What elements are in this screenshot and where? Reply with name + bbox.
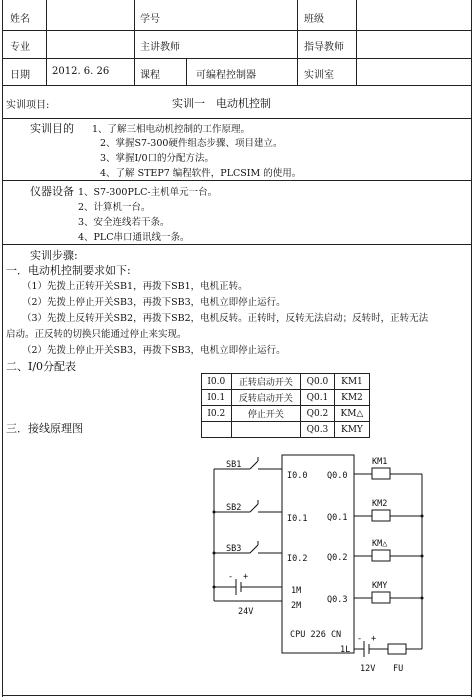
objective-item: 2、掌握S7-300硬件组态步骤、项目建立。 <box>100 138 283 149</box>
room-label: 实训室 <box>304 70 334 81</box>
output-label: Q0.3 <box>327 595 348 605</box>
supply-out-minus: - <box>357 634 363 644</box>
switch-label: SB1 <box>226 460 242 470</box>
advisor-label: 指导教师 <box>304 42 344 53</box>
col-line-2 <box>134 0 135 85</box>
major-label: 专业 <box>10 42 30 53</box>
table-cell: 反转启动开关 <box>231 390 300 406</box>
equipment-item: 2、计算机一台。 <box>78 202 151 213</box>
coil-label: KMY <box>372 581 388 591</box>
date-label: 日期 <box>10 70 30 81</box>
equipment-item: 4、PLC串口通讯线一条。 <box>78 232 190 243</box>
io-allocation-table <box>201 373 370 438</box>
row-line-6 <box>2 244 472 245</box>
table-cell: I0.1 <box>202 390 232 406</box>
table-cell: I0.2 <box>202 406 232 422</box>
supply-in-minus: - <box>228 572 234 582</box>
class-label: 班级 <box>304 14 324 25</box>
table-cell: 正转启动开关 <box>231 374 300 390</box>
input-label: I0.0 <box>287 471 308 481</box>
requirement-4: （2）先拨上停止开关SB3，再拨下SB3，电机立即停止运行。 <box>22 345 286 356</box>
requirement-3: （3）先拨上反转开关SB2，再拨下SB2，电机反转。正转时，反转无法启动；反转时，正转无法 <box>22 313 429 324</box>
com-in2-label: 2M <box>291 601 302 611</box>
cpu-label: CPU 226 CN <box>290 630 342 640</box>
col-line-1 <box>46 0 47 85</box>
coil-label: KM2 <box>372 499 388 509</box>
input-label: I0.2 <box>287 554 308 564</box>
supply-out-plus: + <box>371 634 377 644</box>
steps-label: 实训步骤: <box>30 249 78 262</box>
objectives-label: 实训目的 <box>30 122 74 135</box>
row-line-2 <box>2 58 472 59</box>
coil-label: KM△ <box>372 539 388 549</box>
wiring-diagram <box>0 447 474 697</box>
requirement-1: （1）先拨上正转开关SB1，再拨下SB1，电机正转。 <box>22 281 248 292</box>
course-label: 课程 <box>140 70 160 81</box>
table-cell <box>231 422 300 438</box>
equipment-label: 仪器设备 <box>30 185 74 198</box>
table-row <box>202 406 370 422</box>
table-cell: KMY <box>334 422 369 438</box>
requirement-2: （2）先拨上停止开关SB3，再拨下SB3，电机立即停止运行。 <box>22 297 286 308</box>
supply-in-plus: + <box>243 572 249 582</box>
coil-label: KM1 <box>372 457 388 467</box>
objective-item: 4、了解 STEP7 编程软件，PLCSIM 的使用。 <box>100 168 302 179</box>
supply-out-label: 12V <box>360 664 376 674</box>
teacher-label: 主讲教师 <box>140 42 180 53</box>
output-label: Q0.1 <box>327 513 348 523</box>
supply-in-label: 24V <box>238 607 254 617</box>
output-label: Q0.2 <box>327 553 348 563</box>
row-line-3 <box>2 85 472 86</box>
table-row <box>202 374 370 390</box>
col-line-5 <box>356 0 357 85</box>
row-line-5 <box>2 180 472 181</box>
switch-label: SB3 <box>226 544 242 554</box>
table-row <box>202 422 370 438</box>
course-value: 可编程控制器 <box>196 70 256 81</box>
requirement-3-cont: 启动。正反转的切换只能通过停止来实现。 <box>6 329 187 340</box>
com-in-label: 1M <box>291 586 302 596</box>
objective-item: 1、了解三相电动机控制的工作原理。 <box>92 124 251 135</box>
section-3-heading: 三．接线原理图 <box>6 422 83 435</box>
col-line-3 <box>186 58 187 85</box>
date-value: 2012. 6. 26 <box>52 66 110 77</box>
row-line-4 <box>2 118 472 119</box>
table-cell: Q0.2 <box>301 406 335 422</box>
table-cell: KM1 <box>334 374 369 390</box>
com-out-label: 1L <box>340 645 351 655</box>
table-cell: Q0.3 <box>301 422 335 438</box>
objective-item: 3、掌握I/0口的分配方法。 <box>100 153 215 164</box>
table-cell: 停止开关 <box>231 406 300 422</box>
table-cell: KM△ <box>334 406 369 422</box>
table-cell: Q0.0 <box>301 374 335 390</box>
equipment-item: 3、安全连线若干条。 <box>78 217 170 228</box>
table-cell: I0.0 <box>202 374 232 390</box>
table-cell <box>202 422 232 438</box>
project-label: 实训项目: <box>6 100 50 111</box>
table-row <box>202 390 370 406</box>
name-label: 姓名 <box>10 14 30 25</box>
row-line-1 <box>2 30 472 31</box>
input-label: I0.1 <box>287 514 308 524</box>
switch-label: SB2 <box>226 503 242 513</box>
equipment-item: 1、S7-300PLC-主机单元一台。 <box>78 187 218 198</box>
section-2-heading: 二、I/0分配表 <box>6 360 77 373</box>
output-label: Q0.0 <box>327 471 348 481</box>
table-cell: Q0.1 <box>301 390 335 406</box>
section-1-heading: 一．电动机控制要求如下: <box>6 264 131 277</box>
col-line-4 <box>297 0 298 85</box>
fuse-label: FU <box>393 664 404 674</box>
student-id-label: 学号 <box>140 14 160 25</box>
project-title: 实训一 电动机控制 <box>172 97 271 110</box>
table-cell: KM2 <box>334 390 369 406</box>
